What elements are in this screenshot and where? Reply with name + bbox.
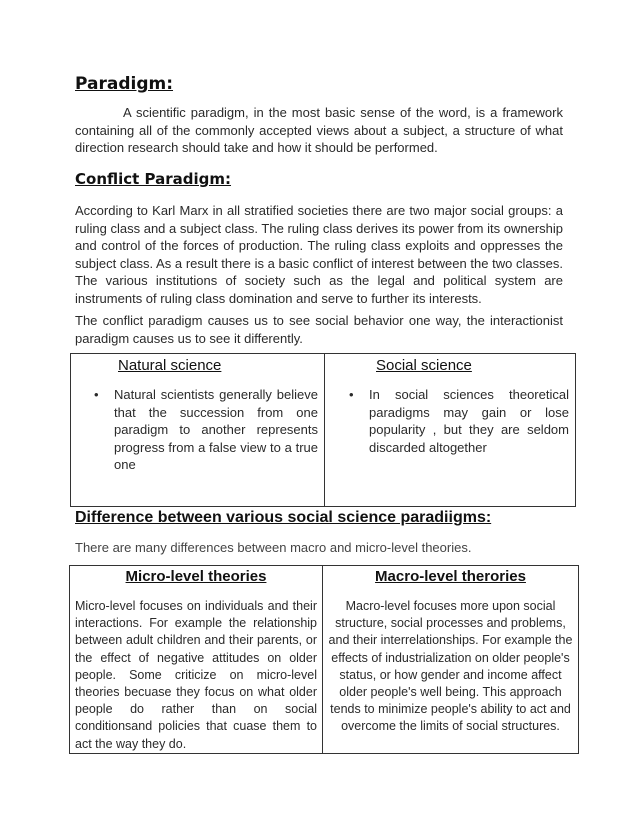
macro-level-cell xyxy=(323,566,579,754)
natural-science-cell xyxy=(71,354,325,507)
natural-social-science-table xyxy=(70,353,576,507)
macro-level-heading: Macro-level therories xyxy=(375,568,526,585)
social-science-bullet-item xyxy=(325,386,575,456)
conflict-interactionist-paragraph: The conflict paradigm causes us to see social behavior one way, the interactionist paradigm causes us to see it differently. xyxy=(75,313,563,346)
macro-level-text: Macro-level focuses more upon social structure, social processes and problems, and their interrelationships. For example the effects of industrialization on older people's status, or how gender and income affect older people's well being. This approach tends to minimize people's ability to act and overcome the limits of social structures. xyxy=(328,599,573,734)
conflict-paradigm-heading: Conflict Paradigm: xyxy=(75,170,232,188)
social-science-bullet-text: In social sciences theoretical paradigms may gain or lose popularity , but they are seldom discarded altogether xyxy=(369,387,569,455)
social-science-heading: Social science xyxy=(376,357,472,374)
conflict-paradigm-paragraph: According to Karl Marx in all stratified societies there are two major social groups: a ruling class and a subject class. The ruling class derives its power from its ownership and control of the forces of production. The ruling class exploits and oppresses the subject class. As a result there is a basic conflict of interest between the two classes. The various institutions of society such as the legal and political system are instruments of ruling class domination and serve to further its interests. xyxy=(75,203,563,306)
difference-heading: Difference between various social science paradiigms: xyxy=(75,509,492,526)
natural-science-heading: Natural science xyxy=(118,357,222,374)
micro-level-text: Micro-level focuses on individuals and their interactions. For example the relationship between adult children and their parents, or the effect of negative attitudes on older people. Some criticize on micro-level theories becuase they focus on what older people do rather than on social conditionsand policies that cuase them to act the way they do. xyxy=(75,599,317,751)
natural-science-bullet-text: Natural scientists generally believe that the succession from one paradigm to another represents progress from a false view to a true one xyxy=(114,387,318,472)
social-science-cell xyxy=(325,354,576,507)
bullet-point-icon: • xyxy=(94,387,99,402)
difference-intro: There are many differences between macro and micro-level theories. xyxy=(75,540,472,555)
bullet-point-icon: • xyxy=(349,387,354,402)
micro-level-heading: Micro-level theories xyxy=(125,568,267,585)
paradigm-heading: Paradigm: xyxy=(75,74,174,94)
natural-science-bullet-item xyxy=(71,386,324,474)
micro-macro-theories-table xyxy=(69,565,579,754)
paradigm-definition: A scientific paradigm, in the most basic sense of the word, is a framework containing all of the commonly accepted views about a subject, a structure of what direction research should take and how it should be performed. xyxy=(75,105,563,155)
micro-level-cell xyxy=(70,566,323,754)
